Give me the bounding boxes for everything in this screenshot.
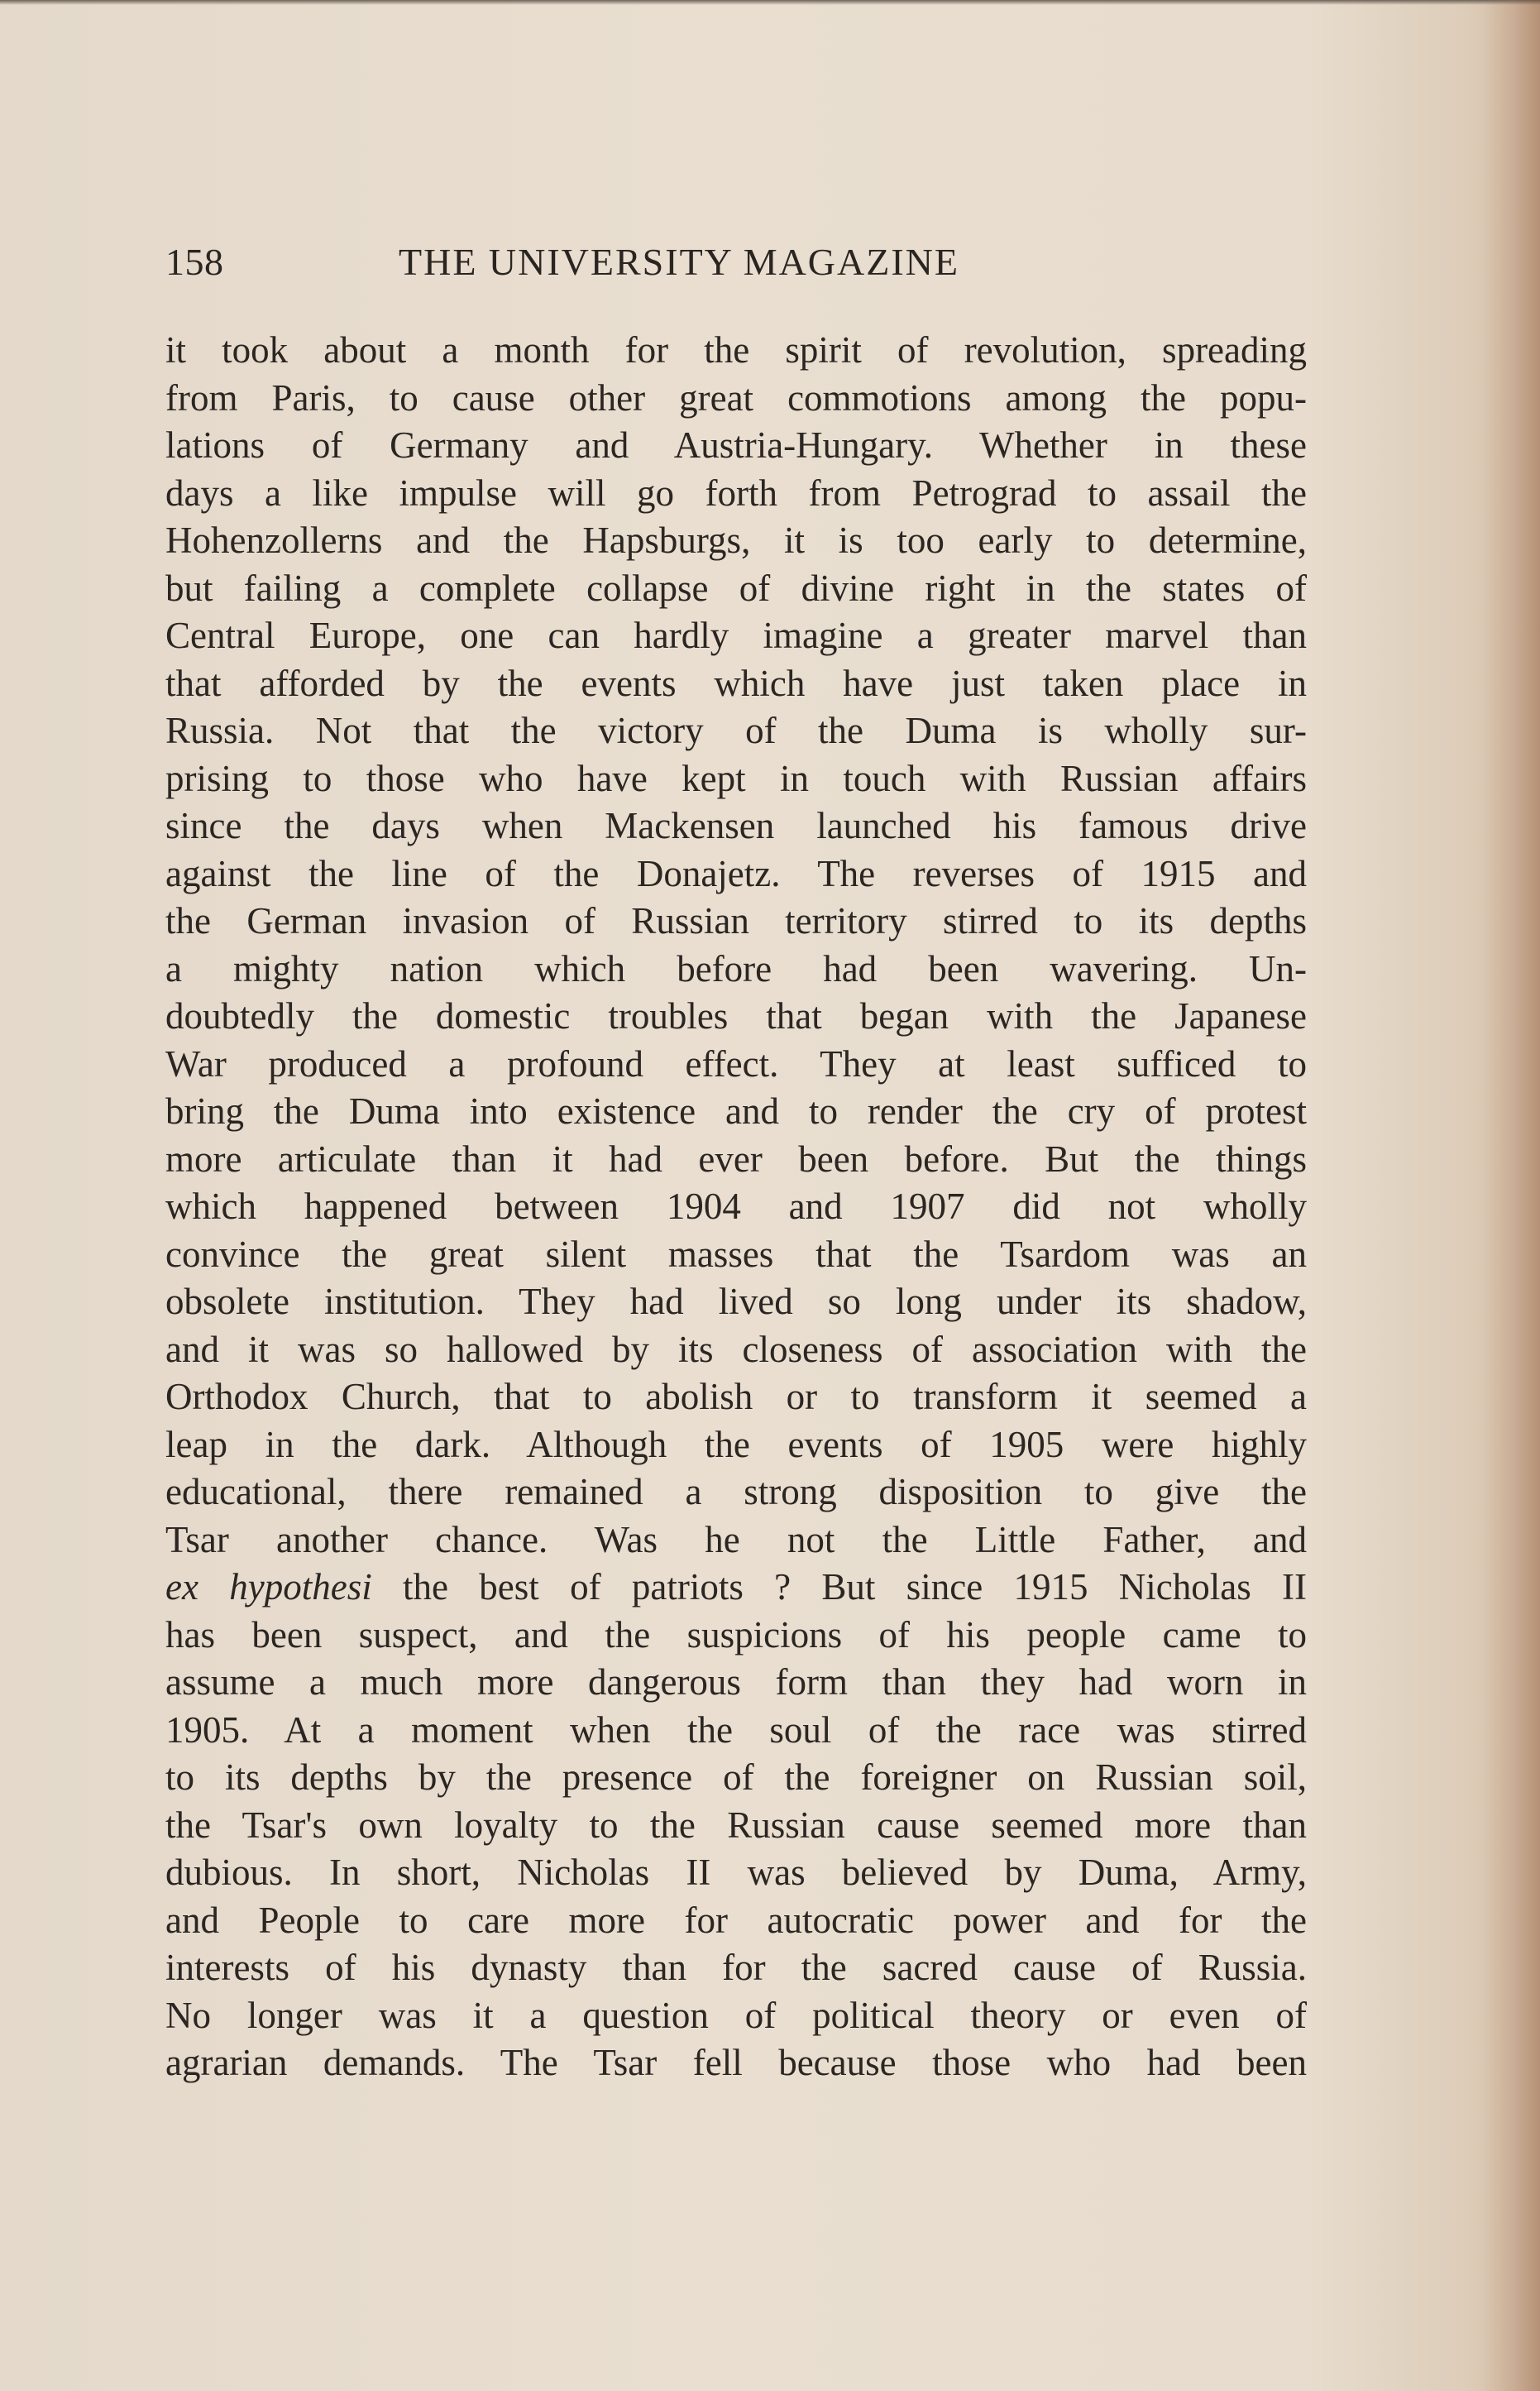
text-line: War produced a profound effect. They at least sufficed to [165,1042,1307,1085]
text-line-rest: the best of patriots ? But since 1915 Nicholas II [371,1566,1307,1608]
page-header [165,240,1307,290]
text-line: which happened between 1904 and 1907 did not wholly [165,1186,1307,1227]
page-edge-shadow [1482,0,1540,2391]
page-top-edge [0,0,1540,5]
text-line: Central Europe, one can hardly imagine a greater marvel than [165,615,1307,656]
text-line: against the line of the Donajetz. The reverses of 1915 and [165,852,1307,894]
text-line: Russia. Not that the victory of the Duma is wholly sur- [165,710,1307,751]
text-line: obsolete institution. They had lived so long under its shadow, [165,1281,1307,1322]
text-line: prising to those who have kept in touch with Russian affairs [165,757,1307,799]
text-line: since the days when Mackensen launched his famous drive [165,805,1307,846]
text-line: it took about a month for the spirit of revolution, spreading [165,329,1307,371]
page-number: 158 [165,241,224,283]
text-line: bring the Duma into existence and to render the cry of protest [165,1090,1307,1132]
text-line: a mighty nation which before had been wavering. Un- [165,947,1307,989]
text-line: more articulate than it had ever been before. But the things [165,1138,1307,1180]
text-line: educational, there remained a strong disposition to give the [165,1471,1307,1512]
italic-phrase: ex hypothesi [165,1566,372,1608]
body-text [165,327,1307,2087]
text-line: convince the great silent masses that the Tsardom was an [165,1233,1307,1275]
text-line: leap in the dark. Although the events of 1905 were highly [165,1423,1307,1465]
text-line: the Tsar's own loyalty to the Russian cause seemed more than [165,1804,1307,1846]
text-line-italic [165,1564,1307,1612]
text-line: 1905. At a moment when the soul of the race was stirred [165,1708,1307,1751]
text-line: dubious. In short, Nicholas II was believed by Duma, Army, [165,1852,1307,1893]
text-line: No longer was it a question of political theory or even of [165,1994,1307,2036]
text-line: the German invasion of Russian territory stirred to its depths [165,900,1307,942]
text-line: Tsar another chance. Was he not the Little Father, and [165,1518,1307,1560]
text-line: days a like impulse will go forth from Petrograd to assail the [165,472,1307,514]
text-line: agrarian demands. The Tsar fell because those who had been [165,2042,1307,2083]
text-line: interests of his dynasty than for the sacred cause of Russia. [165,1947,1307,1988]
text-line: and People to care more for autocratic power and for the [165,1899,1307,1941]
text-line: has been suspect, and the suspicions of his people came to [165,1613,1307,1655]
text-line: Orthodox Church, that to abolish or to transform it seemed a [165,1376,1307,1417]
text-line: that afforded by the events which have just taken place in [165,662,1307,704]
running-head: THE UNIVERSITY MAGAZINE [399,241,959,283]
text-line: Hohenzollerns and the Hapsburgs, it is too early to determine, [165,520,1307,561]
text-line: but failing a complete collapse of divine right in the states of [165,567,1307,609]
text-line: lations of Germany and Austria-Hungary. Whether in these [165,424,1307,466]
text-line: doubtedly the domestic troubles that began with the Japanese [165,995,1307,1037]
text-line: assume a much more dangerous form than they had worn in [165,1661,1307,1703]
text-line: and it was so hallowed by its closeness of association with the [165,1328,1307,1370]
text-line: to its depths by the presence of the foreigner on Russian soil, [165,1756,1307,1798]
text-line: from Paris, to cause other great commotions among the popu- [165,376,1307,419]
